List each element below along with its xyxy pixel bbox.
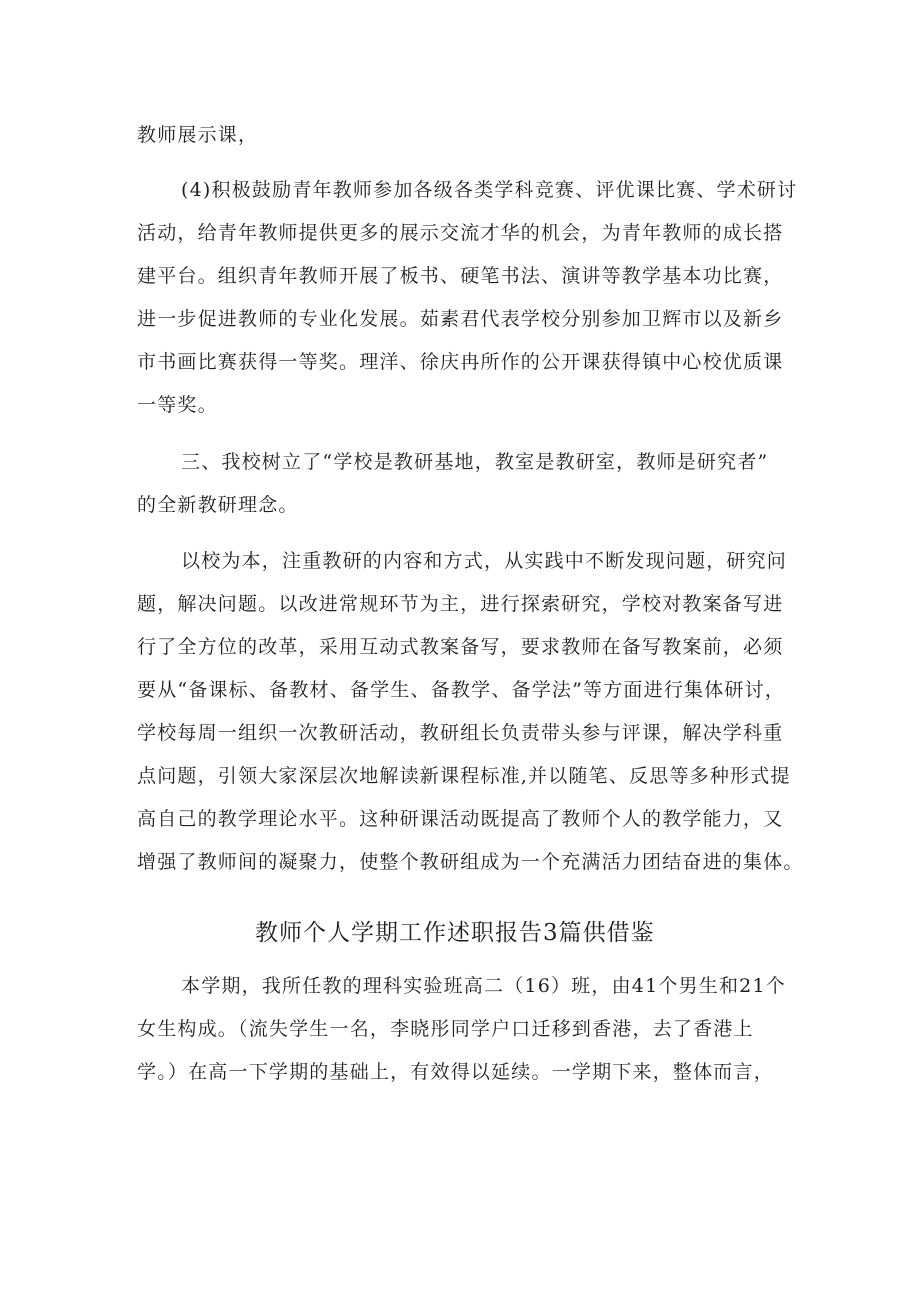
paragraph-line: 增强了教师间的凝聚力，使整个教研组成为一个充满活力团结奋进的集体。 [137,851,804,873]
paragraph-line: 以校为本，注重教研的内容和方式，从实践中不断发现问题，研究问 [181,550,788,572]
paragraph-line: 一等奖。 [137,394,218,416]
section-heading: 教师个人学期工作述职报告3篇供借鉴 [255,920,655,946]
paragraph-line: 三、我校树立了“学校是教研基地，教室是教研室，教师是研究者” [181,451,769,473]
paragraph-line: 市书画比赛获得一等奖。理洋、徐庆冉所作的公开课获得镇中心校优质课 [137,351,784,373]
paragraph-line: 要从“备课标、备教材、备学生、备教学、备学法”等方面进行集体研讨， [137,679,786,701]
paragraph-line: 学。）在高一下学期的基础上，有效得以延续。一学期下来，整体而言， [137,1061,774,1083]
paragraph-line: 本学期，我所任教的理科实验班高二（16）班，由41个男生和21个 [181,975,786,997]
paragraph-line: 行了全方位的改革，采用互动式教案备写，要求教师在备写教案前，必须 [137,636,784,658]
paragraph-line: 活动，给青年教师提供更多的展示交流才华的机会，为青年教师的成长搭 [137,222,784,244]
paragraph-line: 题，解决问题。以改进常规环节为主，进行探索研究，学校对教案备写进 [137,593,784,615]
paragraph-line: 高自己的教学理论水平。这种研课活动既提高了教师个人的教学能力，又 [137,808,784,830]
paragraph-line: 学校每周一组织一次教研活动，教研组长负责带头参与评课，解决学科重 [137,722,784,744]
paragraph-line: (4)积极鼓励青年教师参加各级各类学科竞赛、评优课比赛、学术研讨 [181,179,798,201]
paragraph-line: 进一步促进教师的专业化发展。茹素君代表学校分别参加卫辉市以及新乡 [137,308,784,330]
paragraph-line: 建平台。组织青年教师开展了板书、硬笔书法、演讲等教学基本功比赛， [137,265,784,287]
paragraph-line: 教师展示课， [137,124,259,146]
paragraph-line: 点问题，引领大家深层次地解读新课程标准,并以随笔、反思等多种形式提 [137,765,791,787]
paragraph-line: 的全新教研理念。 [137,494,299,516]
paragraph-line: 女生构成。（流失学生一名，李晓彤同学户口迁移到香港，去了香港上 [137,1018,754,1040]
